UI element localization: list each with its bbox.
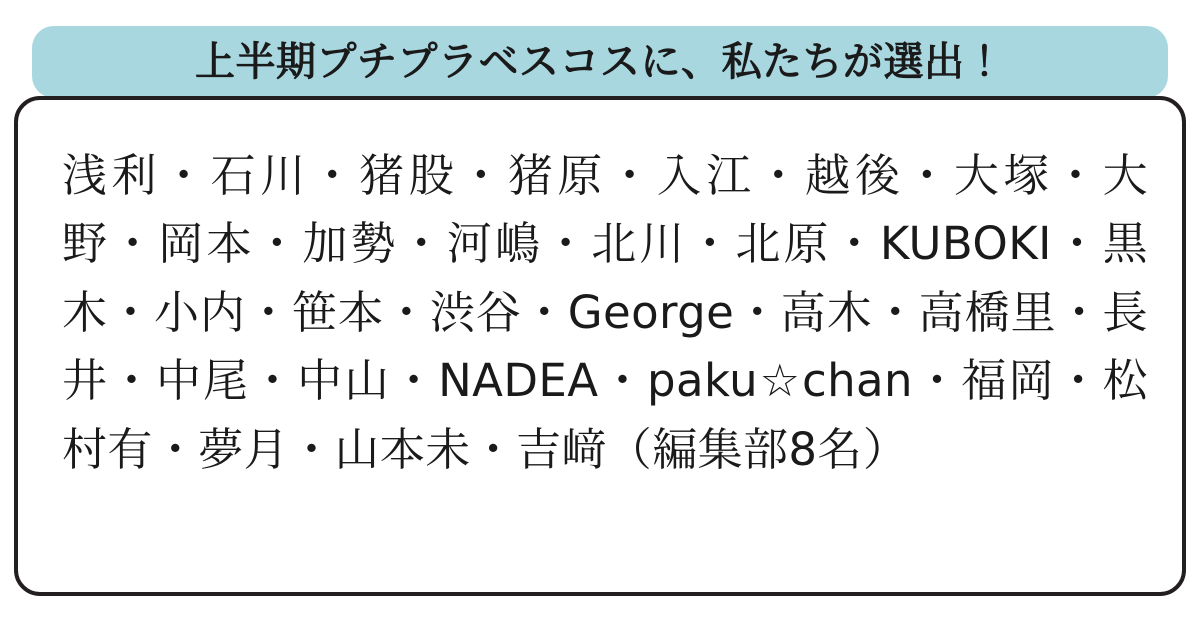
- names-card: [14, 96, 1186, 596]
- names-list-text: 浅利・石川・猪股・猪原・入江・越後・大塚・大野・岡本・加勢・河嶋・北川・北原・KUBOKI・黒木・小内・笹本・渋谷・George・高木・高橋里・長井・中尾・中山・NADEA・paku☆chan・福岡・松村有・夢月・山本未・吉﨑（編集部8名）: [62, 149, 1148, 476]
- headline-banner: [32, 26, 1168, 98]
- headline-speech-bubble: [32, 26, 1168, 104]
- headline-text: 上半期プチプラベスコスに、私たちが選出！: [195, 39, 1005, 85]
